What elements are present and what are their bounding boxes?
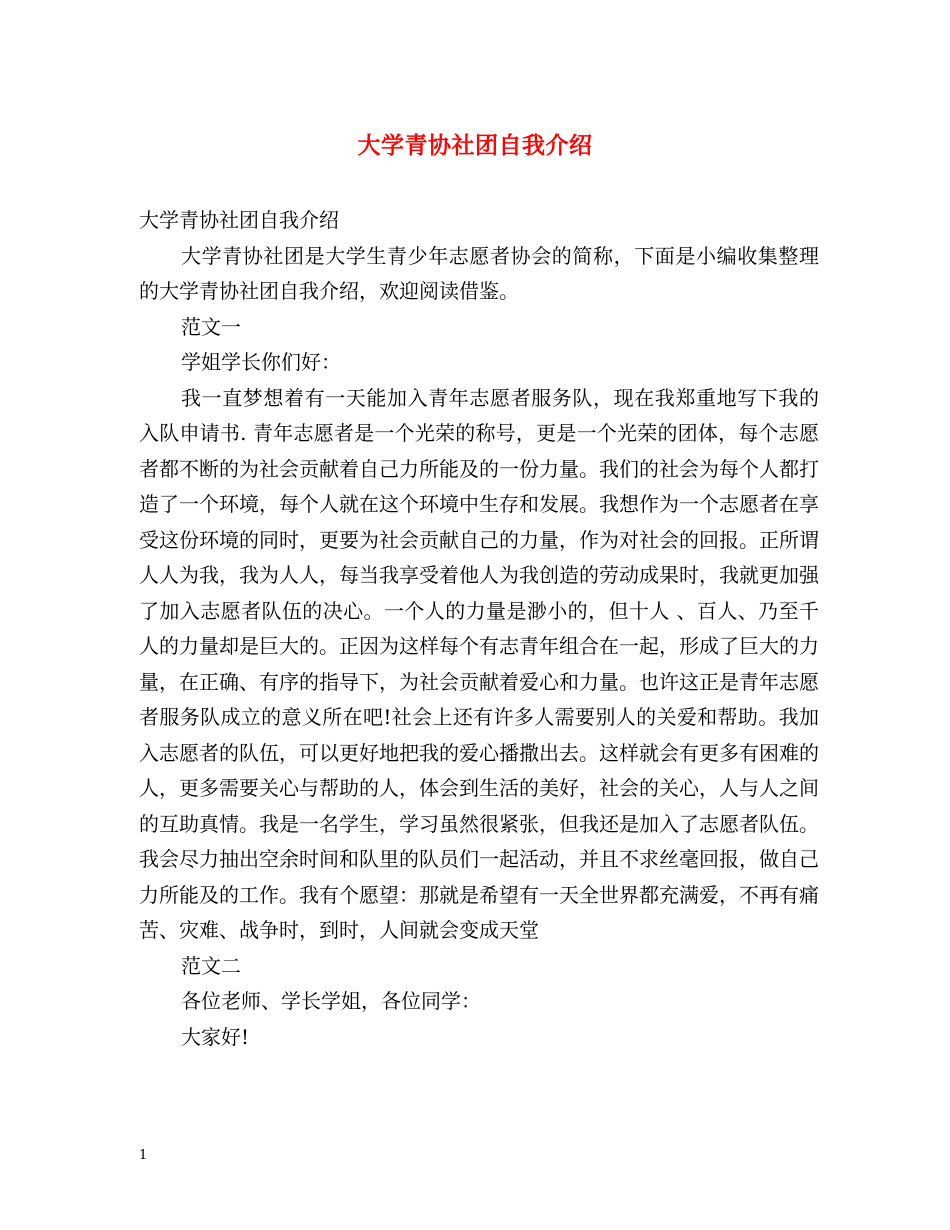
sample-one-body: 我一直梦想着有一天能加入青年志愿者服务队，现在我郑重地写下我的入队申请书. 青年志愿者是一个光荣的称号，更是一个光荣的团体，每个志愿者都不断的为社会贡献着自己力所能及的一份力量。我们的社会为每个人都打造了一个环境，每个人就在这个环境中生存和发展。我想作为一个志愿者在享受这份环境的同时，更要为社会贡献自己的力量，作为对社会的回报。正所谓人人为我，我为人人，每当我享受着他人为我创造的劳动成果时，我就更加强了加入志愿者队伍的决心。一个人的力量是渺小的，但十人 、百人、乃至千人的力量却是巨大的。正因为这样每个有志青年组合在一起，形成了巨大的力量，在正确、有序的指导下，为社会贡献着爱心和力量。也许这正是青年志愿者服务队成立的意义所在吧!社会上还有许多人需要别人的关爱和帮助。我加入志愿者的队伍，可以更好地把我的爱心播撒出去。这样就会有更多有困难的人，更多需要关心与帮助的人，体会到生活的美好，社会的关心，人与人之间的互助真情。我是一名学生，学习虽然很紧张，但我还是加入了志愿者队伍。我会尽力抽出空余时间和队里的队员们一起活动，并且不求丝毫回报，做自己力所能及的工作。我有个愿望：那就是希望有一天全世界都充满爱，不再有痛苦、灾难、战争时，到时，人间就会变成天堂 bbox=[139, 385, 819, 942]
sample-one-heading: 范文一 bbox=[181, 314, 241, 339]
intro-paragraph: 大学青协社团是大学生青少年志愿者协会的简称，下面是小编收集整理的大学青协社团自我介绍，欢迎阅读借鉴。 bbox=[139, 243, 819, 303]
document-subtitle: 大学青协社团自我介绍 bbox=[139, 208, 339, 232]
document-body bbox=[139, 203, 819, 1055]
document-title: 大学青协社团自我介绍 bbox=[357, 132, 593, 159]
sample-two-heading: 范文二 bbox=[181, 953, 241, 978]
page-number: 1 bbox=[139, 1148, 148, 1163]
sample-two-opening: 大家好! bbox=[181, 1024, 250, 1049]
sample-two-greeting: 各位老师、学长学姐，各位同学： bbox=[181, 989, 481, 1013]
sample-one-greeting: 学姐学长你们好： bbox=[181, 350, 341, 374]
